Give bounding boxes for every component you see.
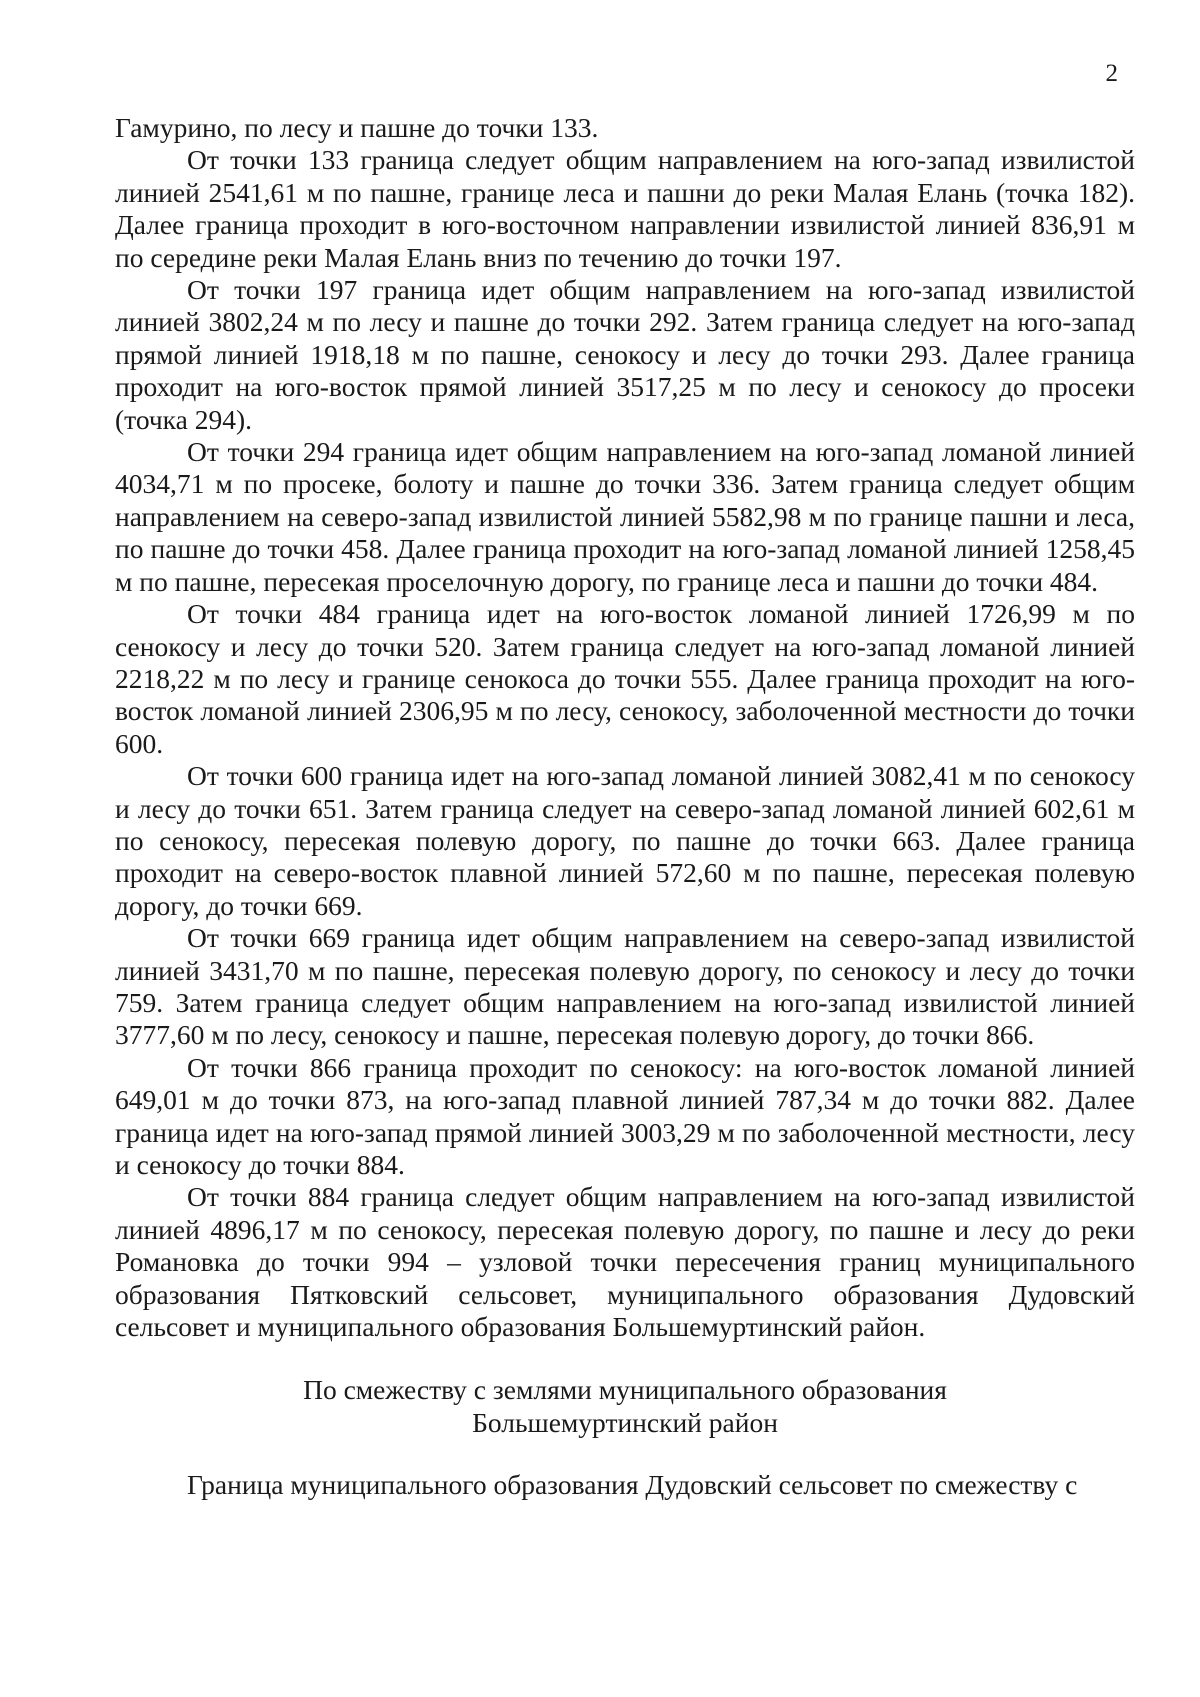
paragraph: От точки 294 граница идет общим направлением на юго-запад ломаной линией 4034,71 м по просеке, болоту и пашне до точки 336. Затем граница следует общим направлением на северо-запад извилистой линией 5582,98 м по границе пашни и леса, по пашне до точки 458. Далее граница проходит на юго-запад ломаной линией 1258,45 м по пашне, пересекая проселочную дорогу, по границе леса и пашни до точки 484. (115, 436, 1135, 597)
paragraph: От точки 197 граница идет общим направлением на юго-запад извилистой линией 3802,24 м по лесу и пашне до точки 292. Затем граница следует на юго-запад прямой линией 1918,18 м по пашне, сенокосу и лесу до точки 293. Далее граница проходит на юго-восток прямой линией 3517,25 м по лесу и сенокосу до просеки (точка 294). (115, 274, 1135, 435)
section-heading-line: По смежеству с землями муниципального образования (303, 1374, 947, 1406)
paragraph: От точки 484 граница идет на юго-восток ломаной линией 1726,99 м по сенокосу и лесу до точки 520. Затем граница следует на юго-запад ломаной линией 2218,22 м по лесу и границе сенокоса до точки 555. Далее граница проходит на юго-восток ломаной линией 2306,95 м по лесу, сенокосу, заболоченной местности до точки 600. (115, 598, 1135, 759)
paragraph: От точки 884 граница следует общим направлением на юго-запад извилистой линией 4896,17 м по сенокосу, пересекая полевую дорогу, по пашне и лесу до реки Романовка до точки 994 – узловой точки пересечения границ муниципального образования Пятковский сельсовет, муниципального образования Дудовский сельсовет и муниципального образования Большемуртинский район. (115, 1181, 1135, 1343)
paragraph: От точки 600 граница идет на юго-запад ломаной линией 3082,41 м по сенокосу и лесу до точки 651. Затем граница следует на северо-запад ломаной линией 602,61 м по сенокосу, пересекая полевую дорогу, по пашне до точки 663. Далее граница проходит на северо-восток плавной линией 572,60 м по пашне, пересекая полевую дорогу, до точки 669. (115, 760, 1135, 921)
page-number: 2 (1105, 60, 1118, 87)
paragraph-closing: Граница муниципального образования Дудовский сельсовет по смежеству с (187, 1469, 1078, 1501)
document-body (115, 112, 1135, 1502)
paragraph: От точки 669 граница идет общим направлением на северо-запад извилистой линией 3431,70 м по пашне, пересекая полевую дорогу, по сенокосу и лесу до точки 759. Затем граница следует общим направлением на юго-запад извилистой линией 3777,60 м по лесу, сенокосу и пашне, пересекая полевую дорогу, до точки 866. (115, 922, 1135, 1051)
paragraph: От точки 133 граница следует общим направлением на юго-запад извилистой линией 2541,61 м по пашне, границе леса и пашни до реки Малая Елань (точка 182). Далее граница проходит в юго-восточном направлении извилистой линией 836,91 м по середине реки Малая Елань вниз по течению до точки 197. (115, 144, 1135, 273)
section-heading (115, 1374, 1135, 1439)
paragraph: От точки 866 граница проходит по сенокосу: на юго-восток ломаной линией 649,01 м до точки 873, на юго-запад плавной линией 787,34 м до точки 882. Далее граница идет на юго-запад прямой линией 3003,29 м по заболоченной местности, лесу и сенокосу до точки 884. (115, 1051, 1135, 1180)
paragraph-continuation: Гамурино, по лесу и пашне до точки 133. (115, 112, 599, 143)
section-heading-line: Большемуртинский район (472, 1406, 778, 1438)
